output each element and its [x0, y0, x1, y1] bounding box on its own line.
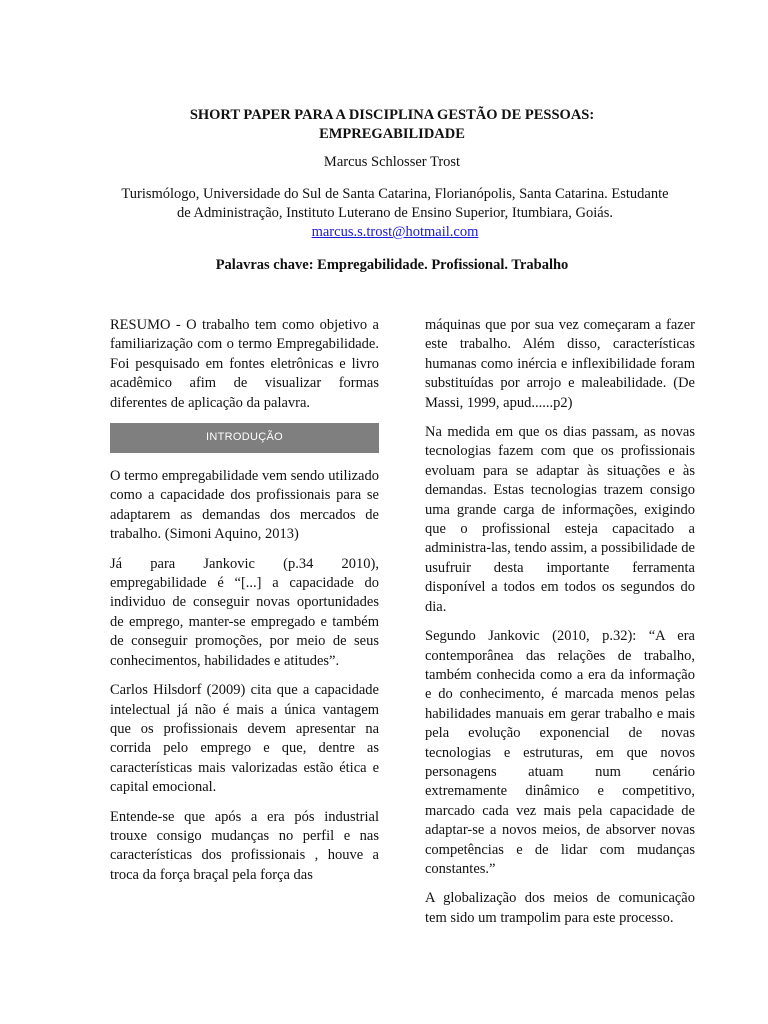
title-line-2: EMPREGABILIDADE	[319, 126, 465, 142]
affiliation-line-2: de Administração, Instituto Luterano de Ensino Superior, Itumbiara, Goiás.	[177, 205, 613, 221]
author-name: Marcus Schlosser Trost	[323, 154, 461, 170]
section-heading-introducao: INTRODUÇÃO	[110, 423, 379, 453]
author-affiliation	[100, 185, 690, 242]
body-paragraph: Na medida em que os dias passam, as novas tecnologias fazem com que os profissionais evoluam para se adaptar às situações e às demandas. Estas tecnologias trazem consigo uma grande carga de informações, exigindo que o profissional esteja capacitado a administra-las, tendo assim, a possibilidade de usufruir desta importante ferramenta disponível a todos em todos os segundos do dia.	[425, 424, 695, 615]
affiliation-line-1: Turismólogo, Universidade do Sul de Santa Catarina, Florianópolis, Santa Catarina. Estudante	[121, 186, 669, 202]
right-column	[425, 316, 695, 938]
body-paragraph: A globalização dos meios de comunicação tem sido um trampolim para este processo.	[425, 890, 695, 926]
keywords: Palavras chave: Empregabilidade. Profissional. Trabalho	[215, 257, 569, 273]
body-paragraph: O termo empregabilidade vem sendo utilizado como a capacidade dos profissionais para se adaptarem as demandas dos mercados de trabalho. (Simoni Aquino, 2013)	[110, 468, 379, 543]
body-paragraph: Já para Jankovic (p.34 2010), empregabilidade é “[...] a capacidade do individuo de conseguir novas oportunidades de emprego, manter-se empregado e também de conseguir promoções, por meio de seus conhecimentos, habilidades e atitudes”.	[110, 555, 379, 669]
body-paragraph: Segundo Jankovic (2010, p.32): “A era contemporânea das relações de trabalho, também conhecida como a era da informação e do conhecimento, é marcada menos pelas habilidades manuais em gerar trabalho e mais pela evolução exponencial de novas tecnologias e estruturas, em que novos personagens atuam num cenário extremamente dinâmico e competitivo, marcado cada vez mais pela capacidade de adaptar-se a novos meios, de absorver novas competências e de lidar com mudanças constantes.”	[425, 628, 695, 877]
body-paragraph: máquinas que por sua vez começaram a fazer este trabalho. Além disso, características humanas como inércia e inflexibilidade foram substituídas por arrojo e maleabilidade. (De Massi, 1999, apud......p2)	[425, 317, 695, 411]
body-paragraph: Carlos Hilsdorf (2009) cita que a capacidade intelectual já não é mais a única vantagem que os profissionais devem apresentar na corrida pelo emprego e que, dentre as características mais valorizadas estão ética e capital emocional.	[110, 682, 379, 796]
left-column	[110, 316, 379, 895]
author-email-link[interactable]: marcus.s.trost@hotmail.com	[311, 224, 479, 240]
body-paragraph: Entende-se que após a era pós industrial trouxe consigo mudanças no perfil e nas características dos profissionais , houve a troca da força braçal pela força das	[110, 808, 379, 883]
paper-title	[80, 106, 704, 144]
title-line-1: SHORT PAPER PARA A DISCIPLINA GESTÃO DE PESSOAS:	[189, 107, 595, 123]
abstract-paragraph: RESUMO - O trabalho tem como objetivo a familiarização com o termo Empregabilidade. Foi pesquisado em fontes eletrônicas e livro acadêmico afim de visualizar formas diferentes de aplicação da palavra.	[110, 317, 379, 411]
